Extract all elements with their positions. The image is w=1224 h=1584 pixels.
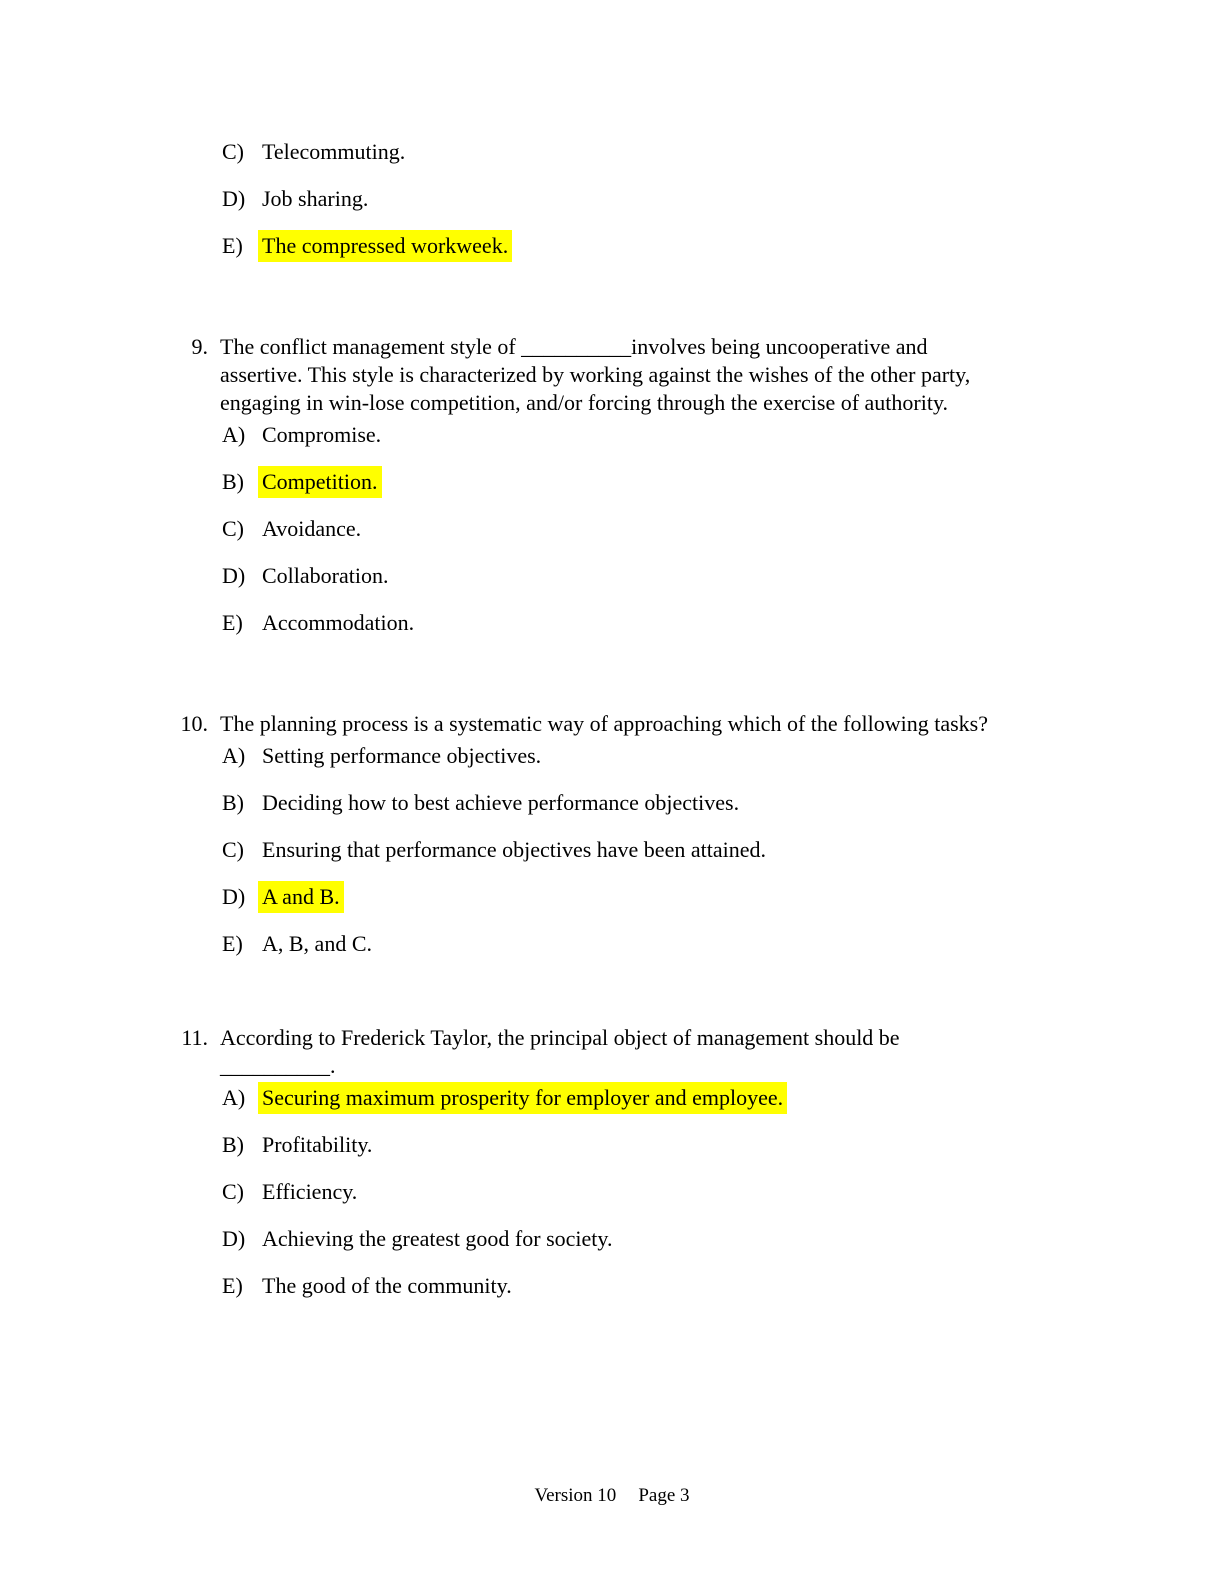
option-row bbox=[222, 883, 1224, 911]
question-9-text-row bbox=[178, 333, 1224, 417]
option-letter: D) bbox=[222, 563, 246, 588]
option-row bbox=[222, 1131, 1224, 1159]
option-row bbox=[222, 836, 1224, 864]
option-row bbox=[222, 609, 1224, 637]
question-10-option-list bbox=[178, 742, 1224, 958]
question-text-line: According to Frederick Taylor, the principal object of management should be bbox=[220, 1025, 900, 1050]
option-text: Job sharing. bbox=[262, 186, 369, 211]
option-row bbox=[222, 789, 1224, 817]
option-row bbox=[222, 185, 1224, 213]
option-letter: C) bbox=[222, 837, 244, 862]
question-11 bbox=[178, 1024, 1224, 1300]
option-text: Collaboration. bbox=[262, 563, 389, 588]
option-letter: C) bbox=[222, 516, 244, 541]
option-row bbox=[222, 1225, 1224, 1253]
page-footer bbox=[0, 1482, 1224, 1510]
question-text-line: __________. bbox=[220, 1053, 336, 1078]
question-text-line: The conflict management style of __________involves being uncooperative and bbox=[220, 334, 928, 359]
question-text bbox=[220, 333, 970, 417]
question-9-option-list bbox=[178, 421, 1224, 637]
option-letter: E) bbox=[222, 233, 243, 258]
option-letter: A) bbox=[222, 743, 246, 768]
question-9 bbox=[178, 333, 1224, 637]
option-text: Telecommuting. bbox=[262, 139, 406, 164]
option-text: Ensuring that performance objectives have been attained. bbox=[262, 837, 766, 862]
option-letter: C) bbox=[222, 1179, 244, 1204]
option-text: Deciding how to best achieve performance objectives. bbox=[262, 790, 740, 815]
option-text: Achieving the greatest good for society. bbox=[262, 1226, 613, 1251]
option-text: Setting performance objectives. bbox=[262, 743, 542, 768]
option-text: Compromise. bbox=[262, 422, 382, 447]
option-row bbox=[222, 562, 1224, 590]
question-text-line: engaging in win-lose competition, and/or forcing through the exercise of authority. bbox=[220, 390, 949, 415]
option-letter: E) bbox=[222, 1273, 243, 1298]
option-letter: E) bbox=[222, 931, 243, 956]
question-number: 10. bbox=[180, 711, 208, 736]
option-letter: B) bbox=[222, 790, 244, 815]
option-text: Avoidance. bbox=[262, 516, 362, 541]
option-text: A, B, and C. bbox=[262, 931, 372, 956]
option-text: Competition. bbox=[258, 466, 382, 498]
orphan-option-list bbox=[178, 138, 1224, 260]
option-row bbox=[222, 468, 1224, 496]
question-text bbox=[220, 710, 988, 738]
option-text: Accommodation. bbox=[262, 610, 415, 635]
question-text bbox=[220, 1024, 900, 1080]
page-number-label: Page 3 bbox=[638, 1485, 690, 1506]
question-10-text-row bbox=[178, 710, 1224, 738]
option-row bbox=[222, 1272, 1224, 1300]
option-letter: B) bbox=[222, 469, 244, 494]
question-number: 11. bbox=[181, 1025, 208, 1050]
option-text: Efficiency. bbox=[262, 1179, 358, 1204]
question-text-line: The planning process is a systematic way of approaching which of the following tasks? bbox=[220, 711, 988, 736]
option-row bbox=[222, 232, 1224, 260]
option-row bbox=[222, 930, 1224, 958]
question-11-text-row bbox=[178, 1024, 1224, 1080]
option-letter: A) bbox=[222, 422, 246, 447]
option-text: Securing maximum prosperity for employer and employee. bbox=[258, 1082, 787, 1114]
option-text: A and B. bbox=[258, 881, 344, 913]
option-row bbox=[222, 515, 1224, 543]
option-text: The good of the community. bbox=[262, 1273, 512, 1298]
option-text: Profitability. bbox=[262, 1132, 373, 1157]
option-row bbox=[222, 1084, 1224, 1112]
question-number: 9. bbox=[191, 334, 208, 359]
option-letter: D) bbox=[222, 1226, 246, 1251]
option-row bbox=[222, 742, 1224, 770]
option-letter: E) bbox=[222, 610, 243, 635]
option-letter: D) bbox=[222, 186, 246, 211]
option-row bbox=[222, 138, 1224, 166]
option-text: The compressed workweek. bbox=[258, 230, 512, 262]
version-label: Version 10 bbox=[534, 1485, 617, 1506]
question-10 bbox=[178, 710, 1224, 958]
option-letter: C) bbox=[222, 139, 244, 164]
option-letter: B) bbox=[222, 1132, 244, 1157]
question-text-line: assertive. This style is characterized by working against the wishes of the other party, bbox=[220, 362, 971, 387]
option-letter: D) bbox=[222, 884, 246, 909]
option-row bbox=[222, 421, 1224, 449]
option-row bbox=[222, 1178, 1224, 1206]
option-letter: A) bbox=[222, 1085, 246, 1110]
question-11-option-list bbox=[178, 1084, 1224, 1300]
